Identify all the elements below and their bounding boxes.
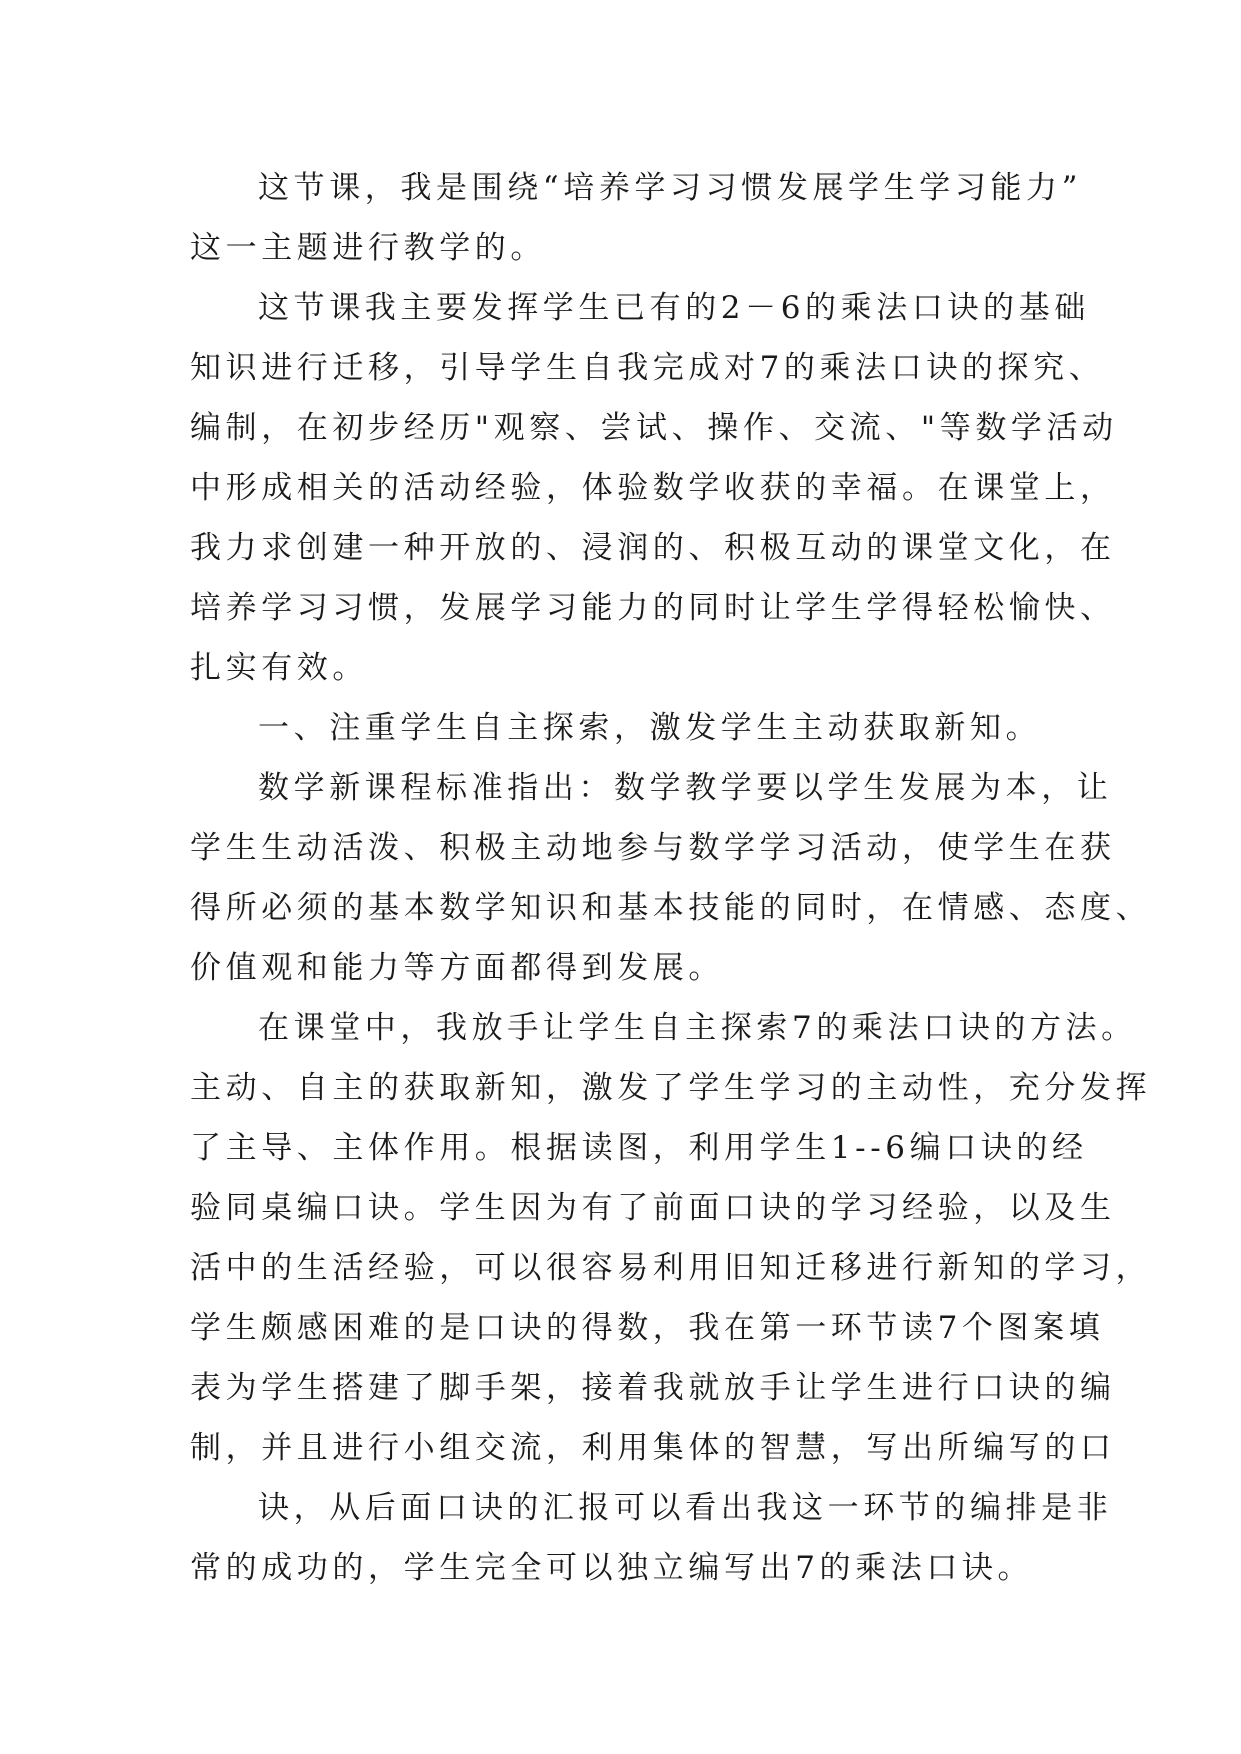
- text-line: 主动、自主的获取新知，激发了学生学习的主动性，充分发挥: [190, 1070, 1152, 1106]
- text-line: 制，并且进行小组交流，利用集体的智慧，写出所编写的口: [190, 1430, 1116, 1466]
- text-line: 学生生动活泼、积极主动地参与数学学习活动，使学生在获: [190, 830, 1116, 866]
- section-heading: 一、注重学生自主探索，激发学生主动获取新知。: [258, 710, 1042, 746]
- text-line: 价值观和能力等方面都得到发展。: [190, 950, 724, 986]
- text-line: 在课堂中，我放手让学生自主探索7的乘法口诀的方法。: [258, 1010, 1137, 1046]
- text-line: 扎实有效。: [190, 650, 368, 686]
- text-line: 中形成相关的活动经验，体验数学收获的幸福。在课堂上，: [190, 470, 1116, 506]
- text-line: 诀，从后面口诀的汇报可以看出我这一环节的编排是非: [258, 1490, 1113, 1526]
- text-line: 表为学生搭建了脚手架，接着我就放手让学生进行口诀的编: [190, 1370, 1116, 1406]
- text-line: 培养学习习惯，发展学习能力的同时让学生学得轻松愉快、: [190, 590, 1116, 626]
- text-line: 编制，在初步经历"观察、尝试、操作、交流、"等数学活动: [190, 410, 1118, 446]
- text-line: 了主导、主体作用。根据读图，利用学生1--6编口诀的经: [190, 1130, 1088, 1166]
- text-line: 活中的生活经验，可以很容易利用旧知迁移进行新知的学习，: [190, 1250, 1152, 1286]
- text-line: 学生颇感困难的是口诀的得数，我在第一环节读7个图案填: [190, 1310, 1105, 1346]
- text-line: 知识进行迁移，引导学生自我完成对7的乘法口诀的探究、: [190, 350, 1105, 386]
- text-line: 这节课我主要发挥学生已有的2－6的乘法口诀的基础: [258, 290, 1090, 326]
- text-line: 这一主题进行教学的。: [190, 230, 546, 266]
- text-line: 常的成功的，学生完全可以独立编写出7的乘法口诀。: [190, 1550, 1034, 1586]
- text-line: 这节课，我是围绕“培养学习习惯发展学生学习能力”: [258, 170, 1083, 206]
- text-line: 数学新课程标准指出：数学教学要以学生发展为本，让: [258, 770, 1113, 806]
- text-line: 得所必须的基本数学知识和基本技能的同时，在情感、态度、: [190, 890, 1152, 926]
- text-line: 验同桌编口诀。学生因为有了前面口诀的学习经验，以及生: [190, 1190, 1116, 1226]
- text-line: 我力求创建一种开放的、浸润的、积极互动的课堂文化，在: [190, 530, 1116, 566]
